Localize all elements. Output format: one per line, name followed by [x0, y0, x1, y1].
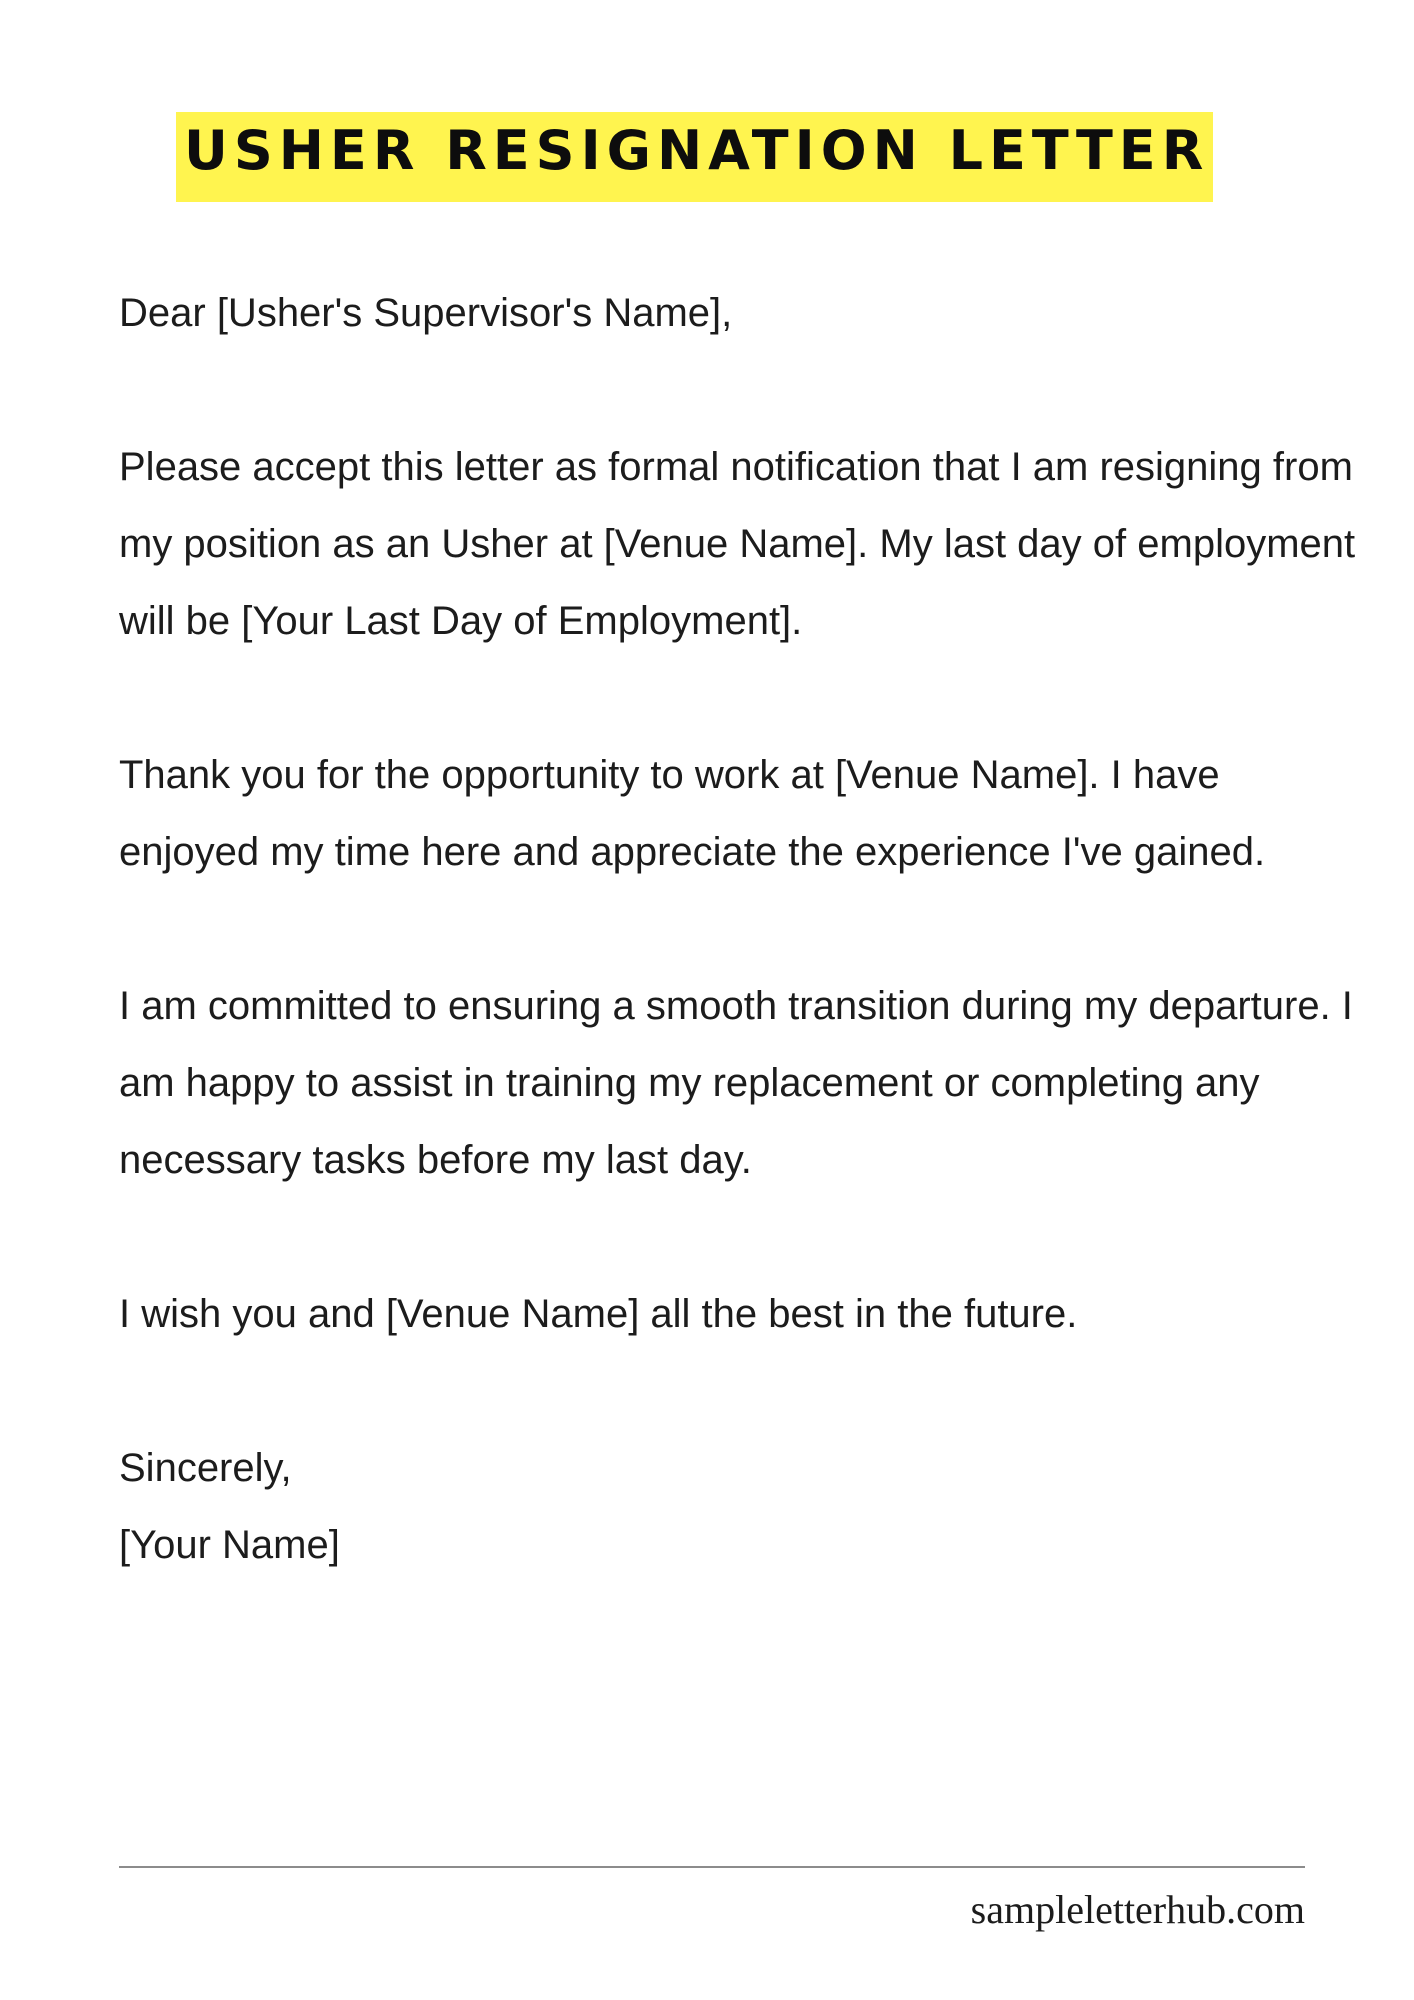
paragraph-notification: Please accept this letter as formal notification that I am resigning from my position as an Usher at [Venue Name]. My last day of employment will be [Your Last Day of Employment]. — [119, 445, 1356, 643]
website-credit: sampleletterhub.com — [970, 1887, 1305, 1932]
closing: Sincerely, — [119, 1446, 292, 1490]
salutation: Dear [Usher's Supervisor's Name], — [119, 291, 733, 335]
page-title: USHER RESIGNATION LETTER — [184, 119, 1210, 182]
paragraph-thanks: Thank you for the opportunity to work at [Venue Name]. I have enjoyed my time here and appreciate the experience I've gained. — [119, 753, 1266, 874]
footer-divider — [119, 1866, 1305, 1868]
paragraph-transition: I am committed to ensuring a smooth transition during my departure. I am happy to assist in training my replacement or completing any necessary tasks before my last day. — [119, 984, 1353, 1182]
signature: [Your Name] — [119, 1523, 340, 1567]
title-highlight — [176, 112, 1213, 202]
paragraph-wishes: I wish you and [Venue Name] all the best in the future. — [119, 1292, 1078, 1336]
letter-body — [119, 275, 1359, 1584]
